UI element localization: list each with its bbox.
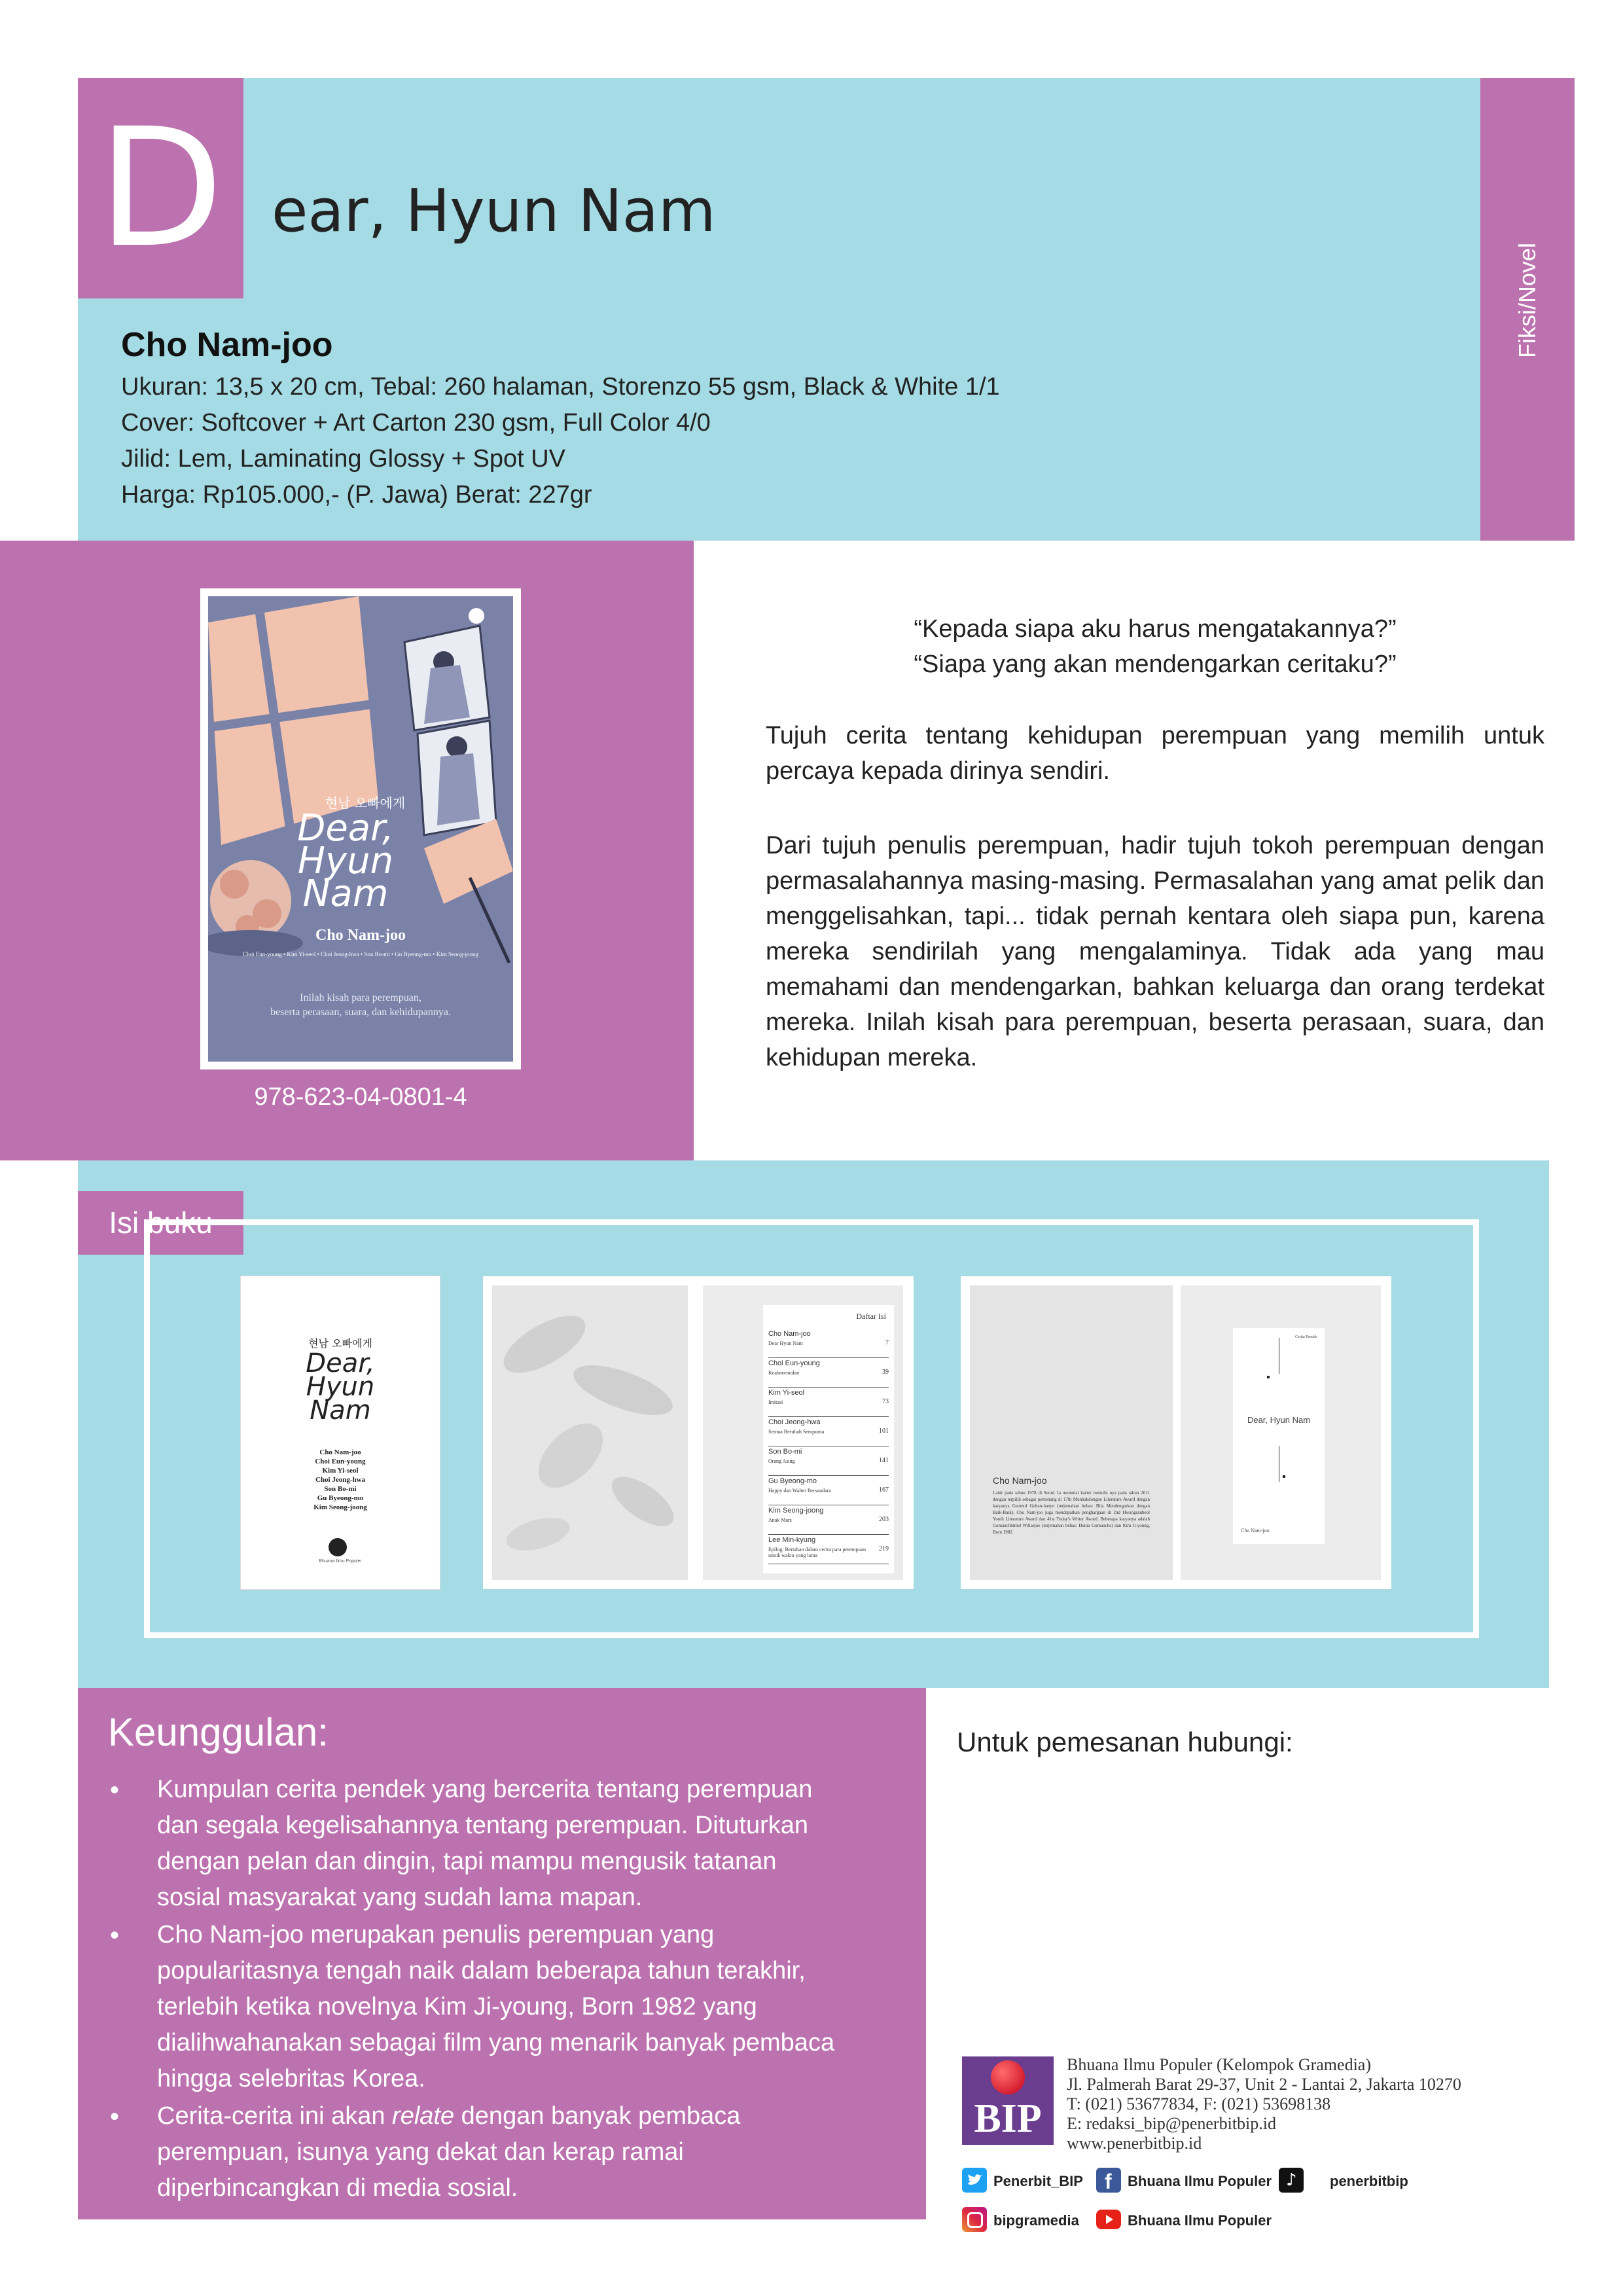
spec-binding: Jilid: Lem, Laminating Glossy + Spot UV [121, 445, 566, 473]
bullet-icon: • [110, 1921, 120, 1950]
toc-entry-story: Dear Hyun Nam [768, 1340, 803, 1346]
toc-entry-page: 219 [879, 1545, 889, 1552]
page-toc [703, 1285, 903, 1580]
toc-entry-page: 203 [879, 1516, 889, 1523]
publisher-address: Jl. Palmerah Barat 29-37, Unit 2 - Lantai 2, Jakarta 10270 [1067, 2075, 1461, 2094]
half-title-dot [1283, 1475, 1285, 1478]
spread-bio [961, 1276, 1391, 1589]
title-page-line-2: Hyun [306, 1372, 375, 1402]
item-line: popularitasnya tengah naik dalam beberapa tahun terakhir, [157, 1957, 806, 1984]
page-shadow-photo [492, 1285, 688, 1580]
toc-list [768, 1329, 889, 1564]
bip-logo [962, 2056, 1054, 2145]
toc-entry-page: 167 [879, 1486, 889, 1494]
cover-title-line-1: Dear, [297, 807, 394, 850]
toc-entry-story: Happy dan Walter Bersaudara [768, 1488, 831, 1494]
publisher-email[interactable]: E: redaksi_bip@penerbitbip.id [1067, 2114, 1276, 2133]
quote-line-1: “Kepada siapa aku harus mengatakannya?” [914, 615, 1397, 643]
cover-author: Cho Nam-joo [315, 927, 406, 944]
facebook-icon[interactable]: f [1096, 2168, 1121, 2193]
toc-entry [768, 1505, 889, 1535]
bio-text: Lahir pada tahun 1978 di Seoul. Ia memulai karier menulis nya pada tahun 2011 dengan terpilih sebagai pemenang di 17th Munhakdongne Literature Award dengan karyanya Geomul Gohan-haeyo (terjemahan bebas: Bila Mendengarkan dengan Baik-Baik). Cho Nam-joo juga mendapatkan penghargaan di 2nd Hwangsanbeol Youth Literature Award dan 41st Today's Writer Award. Beberapa karyanya adalah Gomanchhimel Wiliaejoe (terjemahan bebas: Dunia Gomanche) dan Kim Ji-young, Born 1982. [993, 1490, 1150, 1535]
item-line: hingga selebritas Korea. [157, 2065, 425, 2092]
title-page-author: Choi Eun-young [315, 1458, 366, 1465]
bullet-icon: • [110, 2102, 120, 2131]
toc-entry-author: Choi Eun-young [768, 1359, 820, 1367]
toc-entry-story: Keabnormalan [768, 1370, 800, 1376]
toc-entry-page: 101 [879, 1427, 889, 1435]
title-page-line-1: Dear, [306, 1348, 375, 1378]
item-line: dialihwahanakan sebagai film yang menarik banyak pembaca [157, 2029, 835, 2056]
toc-entry-story: Epilog: Bertahan dalam cerita para perempuan untuk waktu yang lama [768, 1547, 866, 1558]
toc-entry [768, 1417, 889, 1446]
toc-entry-page: 7 [885, 1339, 889, 1346]
toc-entry [768, 1446, 889, 1476]
title-page-title [241, 1348, 440, 1426]
title-page-author: Choi Jeong-hwa [315, 1476, 366, 1484]
item-line: terlebih ketika novelnya Kim Ji-young, Born 1982 yang [157, 1993, 757, 2020]
page-author-bio [970, 1285, 1173, 1580]
twitter-handle[interactable]: Penerbit_BIP [993, 2173, 1083, 2189]
quote-line-2: “Siapa yang akan mendengarkan ceritaku?” [914, 651, 1397, 678]
item-text: Cerita-cerita ini akan [157, 2102, 393, 2130]
genre-text: Fiksi/Novel [1514, 242, 1541, 359]
toc-entry-author: Cho Nam-joo [768, 1330, 811, 1338]
spread-toc [483, 1276, 914, 1589]
title-page-line-3: Nam [310, 1395, 371, 1426]
item-line: dengan pelan dan dingin, tapi mampu mengusik tatanan [157, 1848, 777, 1875]
item-line: Kumpulan cerita pendek yang bercerita tentang perempuan [157, 1776, 813, 1803]
cover-korean-title: 현남 오빠에게 [325, 795, 406, 811]
title-page-author: Kim Yi-seol [322, 1467, 359, 1475]
toc-entry-page: 39 [882, 1369, 889, 1376]
book-title: ear, Hyun Nam [272, 177, 716, 245]
publisher-mark-icon [329, 1538, 347, 1556]
item-emphasis: relate [392, 2102, 455, 2130]
toc-entry-author: Kim Yi-seol [768, 1389, 805, 1397]
item-line: dan segala kegelisahannya tentang perempuan. Dituturkan [157, 1812, 809, 1839]
logo-dot-icon [991, 2060, 1025, 2094]
youtube-icon[interactable] [1096, 2210, 1121, 2229]
publisher-website[interactable]: www.penerbitbip.id [1067, 2134, 1202, 2153]
isbn: 978-623-04-0801-4 [254, 1083, 467, 1111]
logo-text: BIP [974, 2096, 1042, 2141]
toc-entry-author: Son Bo-mi [768, 1448, 802, 1456]
item-line: sosial masyarakat yang sudah lama mapan. [157, 1884, 643, 1911]
order-contact-label: Untuk pemesanan hubungi: [957, 1727, 1293, 1757]
item-text: dengan banyak pembaca [454, 2102, 741, 2130]
title-page-publisher: Bhuana Ilmu Populer [319, 1559, 362, 1564]
publisher-phone: T: (021) 53677834, F: (021) 53698138 [1067, 2094, 1331, 2113]
title-page-authors [241, 1448, 440, 1512]
leaf-shadow-illustration [492, 1285, 688, 1580]
bio-name: Cho Nam-joo [993, 1475, 1047, 1486]
toc-entry [768, 1329, 889, 1358]
cover-tagline-1: Inilah kisah para perempuan, [300, 992, 421, 1003]
instagram-icon[interactable] [962, 2207, 987, 2232]
keunggulan-item-1 [157, 1772, 897, 1916]
toc-entry-author: Lee Min-kyung [768, 1536, 816, 1544]
spec-cover: Cover: Softcover + Art Carton 230 gsm, Full Color 4/0 [121, 409, 711, 437]
toc-entry [768, 1358, 889, 1388]
cover-coauthors: Choi Eun-young • Kim Yi-seol • Choi Jeong-hwa • Son Bo-mi • Gu Byeong-mo • Kim Seong-joong [243, 951, 478, 958]
cover-tagline-2: beserta perasaan, suara, dan kehidupannya. [270, 1007, 451, 1018]
toc-entry-author: Gu Byeong-mo [768, 1477, 817, 1485]
keunggulan-item-3 [157, 2098, 897, 2206]
book-cover [208, 596, 513, 1062]
title-page-author: Gu Byeong-mo [317, 1494, 364, 1502]
tiktok-icon[interactable]: ♪ [1279, 2168, 1304, 2193]
isi-buku-label: Isi buku [109, 1206, 213, 1240]
tiktok-handle[interactable]: penerbitbip [1330, 2173, 1408, 2189]
author-name: Cho Nam-joo [121, 326, 333, 364]
toc-entry [768, 1388, 889, 1417]
toc-entry-story: Semua Berubah Sempurna [768, 1429, 825, 1435]
item-line: perempuan, isunya yang dekat dan kerap ramai [157, 2138, 684, 2166]
genre-label [1480, 78, 1575, 541]
youtube-handle[interactable]: Bhuana Ilmu Populer [1128, 2212, 1272, 2229]
toc-entry [768, 1476, 889, 1505]
toc-entry-page: 73 [882, 1398, 889, 1405]
keunggulan-title: Keunggulan: [108, 1710, 329, 1754]
toc-entry-story: Orang Asing [768, 1458, 795, 1464]
item-line: diperbincangkan di media sosial. [157, 2174, 518, 2202]
title-page-author: Kim Seong-joong [313, 1503, 367, 1511]
page-title-page [241, 1276, 440, 1589]
toc-entry [768, 1535, 889, 1564]
spec-size: Ukuran: 13,5 x 20 cm, Tebal: 260 halaman, Storenzo 55 gsm, Black & White 1/1 [121, 373, 1000, 401]
toc-entry-author: Kim Seong-joong [768, 1507, 824, 1515]
keunggulan-item-2 [157, 1917, 897, 2097]
item-line: Cho Nam-joo merupakan penulis perempuan yang [157, 1921, 715, 1948]
toc-entry-page: 141 [879, 1457, 889, 1464]
title-page-author: Cho Nam-joo [319, 1448, 361, 1456]
bullet-icon: • [110, 1776, 120, 1804]
twitter-icon[interactable] [962, 2168, 987, 2193]
title-page-author: Son Bo-mi [324, 1485, 357, 1493]
cover-title-line-3: Nam [302, 872, 389, 915]
toc-entry-story: Anak Mars [768, 1517, 792, 1523]
description-paragraph-1: Tujuh cerita tentang kehidupan perempuan yang memilih untuk percaya kepada dirinya sendiri. [766, 722, 1544, 785]
toc-entry-author: Choi Jeong-hwa [768, 1418, 821, 1426]
title-page-korean: 현남 오빠에게 [308, 1337, 372, 1350]
half-title-title: Dear, Hyun Nam [1247, 1415, 1311, 1425]
page-half-title [1181, 1285, 1381, 1580]
half-title-author: Cho Nam-joo [1241, 1528, 1270, 1534]
spec-price: Harga: Rp105.000,- (P. Jawa) Berat: 227gr [121, 481, 592, 509]
instagram-handle[interactable]: bipgramedia [993, 2212, 1079, 2229]
half-title-dot [1267, 1376, 1270, 1378]
cover-title [254, 807, 437, 915]
half-title-series: Cerita Pendek [1295, 1335, 1317, 1339]
toc-title: Daftar Isi [856, 1312, 886, 1321]
toc-entry-story: Imitasi [768, 1399, 783, 1405]
publisher-name: Bhuana Ilmu Populer (Kelompok Gramedia) [1067, 2055, 1371, 2074]
cover-title-line-2: Hyun [297, 840, 394, 882]
facebook-handle[interactable]: Bhuana Ilmu Populer [1128, 2173, 1272, 2189]
description-paragraph-2: Dari tujuh penulis perempuan, hadir tujuh tokoh perempuan dengan permasalahannya masing-masing. Permasalahan yang amat pelik dan menggelisahkan, tapi... tidak pernah kentara oleh siapa pun, karena mereka sendirilah yang mengalaminya. Tidak ada yang mau memahami dan mendengarkan, bahkan keluarga dan orang terdekat mereka. Inilah kisah para perempuan, beserta perasaan, suara, dan kehidupan mereka. [766, 832, 1544, 1071]
title-initial: D [98, 93, 224, 283]
item-line [157, 2098, 897, 2134]
